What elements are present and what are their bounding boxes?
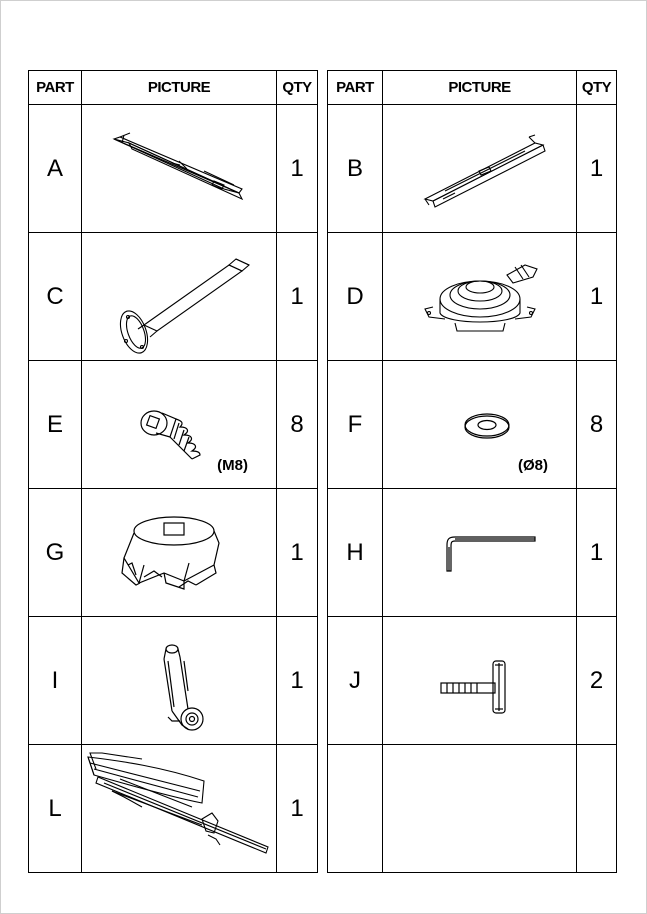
table-row [328, 233, 617, 361]
part-qty: 1 [277, 745, 318, 873]
part-picture [383, 489, 577, 617]
thumb-screw-icon [385, 621, 575, 741]
part-letter: E [29, 361, 82, 489]
part-qty: 1 [277, 489, 318, 617]
table-row [29, 233, 318, 361]
part-letter: I [29, 617, 82, 745]
header-row [328, 71, 617, 105]
part-picture [383, 745, 577, 873]
rail-a-icon [84, 109, 274, 229]
part-letter [328, 745, 383, 873]
table-row [29, 361, 318, 489]
part-qty: 1 [577, 233, 617, 361]
part-qty [577, 745, 617, 873]
part-picture [82, 105, 277, 233]
table-row [29, 617, 318, 745]
part-qty: 1 [577, 105, 617, 233]
table-row [29, 105, 318, 233]
table-row [29, 745, 318, 873]
part-picture [383, 105, 577, 233]
part-letter: B [328, 105, 383, 233]
part-picture [82, 233, 277, 361]
part-header: PART [328, 71, 383, 105]
part-qty: 1 [277, 233, 318, 361]
part-picture [82, 617, 277, 745]
crank-handle-icon [84, 621, 274, 741]
parts-table-left [28, 70, 318, 873]
part-letter: H [328, 489, 383, 617]
rail-b-icon [385, 109, 575, 229]
part-letter: A [29, 105, 82, 233]
picture-header: PICTURE [82, 71, 277, 105]
table-row [328, 489, 617, 617]
table-row [328, 745, 617, 873]
part-qty: 1 [577, 489, 617, 617]
part-header: PART [29, 71, 82, 105]
part-letter: F [328, 361, 383, 489]
part-qty: 2 [577, 617, 617, 745]
part-picture [82, 361, 277, 489]
part-picture [383, 233, 577, 361]
picture-header: PICTURE [383, 71, 577, 105]
allen-key-icon [385, 493, 575, 613]
part-letter: C [29, 233, 82, 361]
part-letter: J [328, 617, 383, 745]
part-qty: 8 [277, 361, 318, 489]
size-label: (M8) [217, 457, 248, 474]
part-letter: L [29, 745, 82, 873]
umbrella-canopy-icon [82, 747, 277, 871]
part-qty: 8 [577, 361, 617, 489]
part-picture [82, 745, 277, 873]
part-picture [383, 361, 577, 489]
base-cover-icon [84, 493, 274, 613]
qty-header: QTY [277, 71, 318, 105]
parts-table-right [327, 70, 617, 873]
part-letter: G [29, 489, 82, 617]
table-row [328, 617, 617, 745]
table-row [29, 489, 318, 617]
table-row [328, 105, 617, 233]
rotating-base-icon [385, 237, 575, 357]
part-qty: 1 [277, 105, 318, 233]
part-letter: D [328, 233, 383, 361]
part-qty: 1 [277, 617, 318, 745]
support-tube-icon [84, 237, 274, 357]
qty-header: QTY [577, 71, 617, 105]
table-row [328, 361, 617, 489]
header-row [29, 71, 318, 105]
size-label: (Ø8) [518, 457, 548, 474]
part-picture [383, 617, 577, 745]
part-picture [82, 489, 277, 617]
